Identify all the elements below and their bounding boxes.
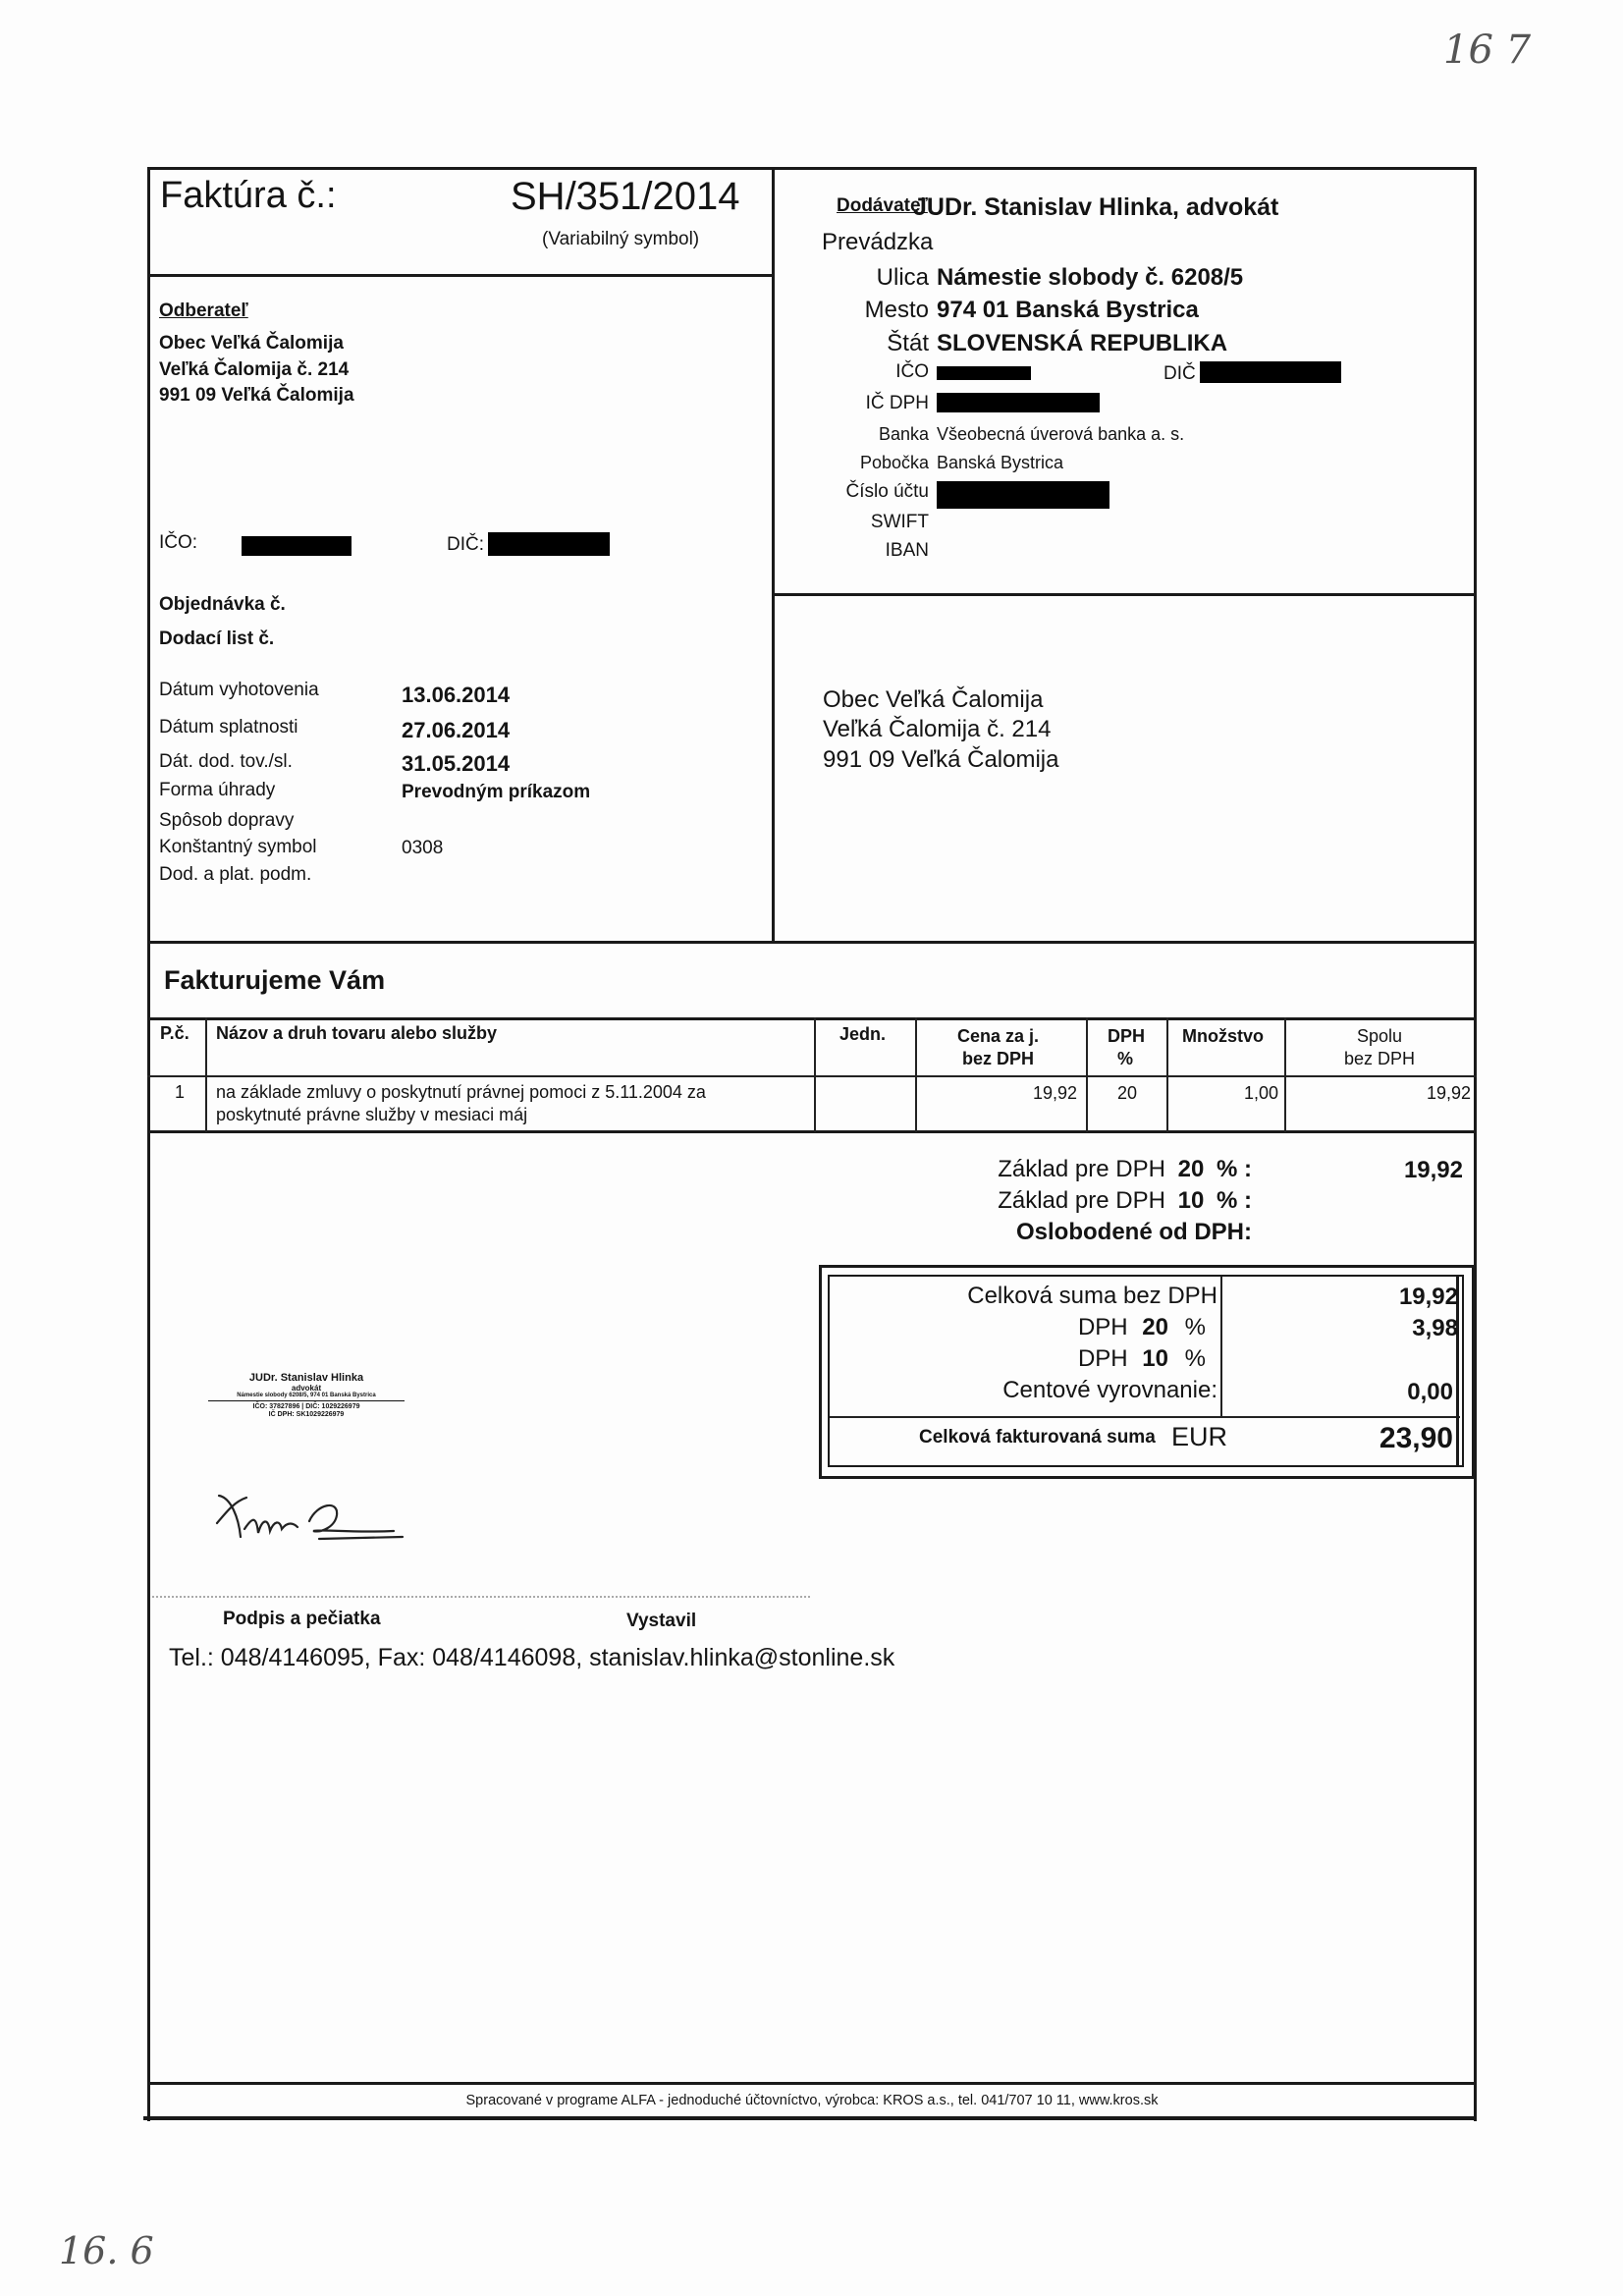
- grand-total-label: Celková fakturovaná suma: [919, 1427, 1156, 1448]
- redacted-supplier-icdph: [937, 393, 1100, 412]
- contact-info: Tel.: 048/4146095, Fax: 048/4146098, stanislav.hlinka@stonline.sk: [169, 1644, 895, 1671]
- vat-20-value: 3,98: [1412, 1315, 1458, 1341]
- supplier-premises-label: Prevádzka: [822, 229, 934, 255]
- frame-bottom: [143, 2116, 1477, 2120]
- vat-10-label: DPH: [1077, 1345, 1128, 1372]
- redacted-supplier-account: [937, 481, 1109, 509]
- signature-label: Podpis a pečiatka: [223, 1609, 381, 1629]
- col-header-total-2: bez DPH: [1344, 1049, 1416, 1068]
- vat-10-pct: %: [1184, 1345, 1206, 1372]
- total-without-vat-label: Celková suma bez DPH: [967, 1283, 1217, 1309]
- handwritten-note-top: 16 7: [1443, 27, 1532, 73]
- vat-base-10-rate: 10: [1177, 1187, 1205, 1214]
- buyer-street: Veľká Čalomija č. 214: [159, 359, 350, 380]
- col-sep-5: [1166, 1017, 1168, 1132]
- supplier-street-label: Ulica: [876, 264, 929, 291]
- supplier-dic-label: DIČ: [1163, 363, 1196, 384]
- supplier-street: Námestie slobody č. 6208/5: [937, 264, 1244, 291]
- redacted-supplier-dic: [1200, 361, 1341, 383]
- vat-exempt-label: Oslobodené od DPH:: [1016, 1219, 1252, 1245]
- vat-10-line: [835, 1345, 1206, 1373]
- rounding-value: 0,00: [1407, 1379, 1453, 1405]
- delivery-note-label: Dodací list č.: [159, 629, 275, 649]
- signature-dotted-line: [152, 1596, 810, 1598]
- redacted-buyer-ico: [242, 536, 352, 556]
- invoice-number: SH/351/2014: [511, 175, 740, 218]
- date-supply-label: Dát. dod. tov./sl.: [159, 751, 293, 772]
- supplier-name: JUDr. Stanislav Hlinka, advokát: [913, 193, 1279, 221]
- vat-20-label: DPH: [1077, 1314, 1128, 1340]
- totals-col-sep: [1220, 1277, 1222, 1417]
- supplier-bank-label: Banka: [878, 424, 929, 444]
- row-vat: 20: [1117, 1083, 1138, 1103]
- payment-form-label: Forma úhrady: [159, 780, 276, 800]
- row-price: 19,92: [1032, 1083, 1077, 1103]
- buyer-dic-label: DIČ:: [447, 534, 484, 555]
- vat-base-10-suffix: % :: [1217, 1187, 1252, 1214]
- stamp: [179, 1373, 434, 1418]
- order-label: Objednávka č.: [159, 594, 286, 615]
- col-sep-2: [814, 1017, 816, 1132]
- invoice-title: Faktúra č.:: [160, 175, 337, 216]
- frame-right: [1474, 167, 1477, 2121]
- table-bottom-line: [147, 1130, 1477, 1133]
- supplier-state-label: Štát: [887, 330, 929, 356]
- date-due-value: 27.06.2014: [402, 718, 511, 742]
- supplier-city-label: Mesto: [864, 297, 929, 323]
- col-header-unit: Jedn.: [839, 1024, 887, 1044]
- vat-20-line: [835, 1314, 1206, 1341]
- col-header-vat-2: %: [1117, 1049, 1134, 1068]
- stamp-line-2: advokát: [291, 1383, 322, 1393]
- delivery-address-line2: Veľká Čalomija č. 214: [823, 716, 1052, 742]
- grand-total-currency: EUR: [1171, 1422, 1228, 1451]
- row-name-line1: na základe zmluvy o poskytnutí právnej pomoci z 5.11.2004 za: [216, 1082, 706, 1102]
- redacted-supplier-ico: [937, 366, 1031, 380]
- stamp-line-5: IČ DPH: SK1029226979: [268, 1410, 345, 1418]
- col-header-price-1: Cena za j.: [957, 1026, 1040, 1046]
- signature-image: [211, 1478, 412, 1547]
- date-issued-label: Dátum vyhotovenia: [159, 680, 319, 700]
- rounding-label: Centové vyrovnanie:: [1002, 1377, 1217, 1403]
- supplier-city: 974 01 Banská Bystrica: [937, 297, 1199, 323]
- date-issued-value: 13.06.2014: [402, 683, 511, 707]
- buyer-ico-label: IČO:: [159, 532, 198, 553]
- items-heading: Fakturujeme Vám: [164, 965, 386, 995]
- vat-20-rate: 20: [1142, 1314, 1168, 1340]
- transport-label: Spôsob dopravy: [159, 810, 295, 831]
- col-header-qty: Množstvo: [1182, 1026, 1264, 1046]
- row-pc: 1: [175, 1082, 186, 1102]
- supplier-divider: [772, 593, 1477, 596]
- col-sep-3: [915, 1017, 917, 1132]
- constant-symbol-value: 0308: [402, 838, 444, 858]
- vat-10-rate: 10: [1142, 1345, 1168, 1372]
- constant-symbol-label: Konštantný symbol: [159, 837, 317, 857]
- date-supply-value: 31.05.2014: [402, 751, 511, 776]
- row-qty: 1,00: [1243, 1083, 1278, 1103]
- col-sep-1: [205, 1017, 207, 1132]
- col-header-vat-1: DPH: [1108, 1026, 1146, 1046]
- delivery-address-line3: 991 09 Veľká Čalomija: [823, 746, 1059, 773]
- buyer-city: 991 09 Veľká Čalomija: [159, 385, 354, 406]
- stamp-line-1: JUDr. Stanislav Hlinka: [248, 1372, 364, 1384]
- title-divider: [147, 274, 774, 277]
- row-total: 19,92: [1426, 1083, 1471, 1103]
- vat-base-10: [884, 1187, 1252, 1215]
- supplier-branch: Banská Bystrica: [937, 453, 1064, 472]
- vat-base-20: [884, 1156, 1252, 1183]
- total-without-vat-value: 19,92: [1398, 1284, 1458, 1310]
- delivery-address-line1: Obec Veľká Čalomija: [823, 686, 1044, 713]
- footer-top-line: [147, 2082, 1477, 2085]
- conditions-label: Dod. a plat. podm.: [159, 864, 312, 885]
- buyer-name: Obec Veľká Čalomija: [159, 333, 344, 354]
- buyer-heading: Odberateľ: [159, 301, 248, 321]
- vat-base-10-label: Základ pre DPH: [998, 1187, 1165, 1214]
- frame-left: [147, 167, 150, 2121]
- software-note: Spracované v programe ALFA - jednoduché účtovníctvo, výrobca: KROS a.s., tel. 041/707 10 11, www.kros.sk: [465, 2093, 1159, 2108]
- info-divider: [147, 941, 1477, 944]
- col-header-pc: P.č.: [160, 1023, 189, 1043]
- grand-total-value: 23,90: [1379, 1422, 1453, 1454]
- table-top-line: [147, 1017, 1477, 1020]
- frame-top: [147, 167, 1477, 170]
- stamp-rule: [208, 1400, 405, 1401]
- vat-base-20-label: Základ pre DPH: [998, 1156, 1165, 1182]
- row-name-line2: poskytnuté právne služby v mesiaci máj: [216, 1105, 528, 1124]
- issued-by-label: Vystavil: [626, 1611, 697, 1631]
- stamp-line-3: Námestie slobody 6208/5, 974 01 Banská Bystrica: [237, 1392, 376, 1398]
- supplier-iban-label: IBAN: [885, 540, 929, 561]
- redacted-buyer-dic: [488, 532, 610, 556]
- variable-symbol-label: (Variabilný symbol): [542, 229, 700, 249]
- col-header-price-2: bez DPH: [962, 1049, 1035, 1068]
- col-header-name: Názov a druh tovaru alebo služby: [216, 1023, 498, 1043]
- vat-base-20-rate: 20: [1177, 1156, 1205, 1182]
- supplier-account-label: Číslo účtu: [845, 481, 929, 502]
- payment-form-value: Prevodným príkazom: [402, 782, 591, 802]
- table-header-line: [147, 1075, 1477, 1077]
- vat-20-pct: %: [1184, 1314, 1206, 1340]
- supplier-branch-label: Pobočka: [859, 453, 929, 472]
- supplier-icdph-label: IČ DPH: [865, 393, 929, 413]
- supplier-state: SLOVENSKÁ REPUBLIKA: [937, 330, 1228, 356]
- col-header-total-1: Spolu: [1357, 1026, 1403, 1046]
- col-sep-4: [1086, 1017, 1088, 1132]
- totals-sep-line: [830, 1416, 1460, 1418]
- col-sep-6: [1284, 1017, 1286, 1132]
- stamp-line-4: IČO: 37827896 | DIČ: 1029226979: [252, 1403, 360, 1411]
- supplier-ico-label: IČO: [895, 361, 929, 382]
- supplier-heading: Dodávateľ: [837, 195, 928, 216]
- vat-base-20-suffix: % :: [1217, 1156, 1252, 1182]
- supplier-bank: Všeobecná úverová banka a. s.: [937, 424, 1185, 444]
- vat-base-20-value: 19,92: [1403, 1157, 1463, 1183]
- supplier-swift-label: SWIFT: [870, 512, 929, 532]
- date-due-label: Dátum splatnosti: [159, 717, 298, 738]
- handwritten-note-bottom: 16. 6: [59, 2229, 154, 2272]
